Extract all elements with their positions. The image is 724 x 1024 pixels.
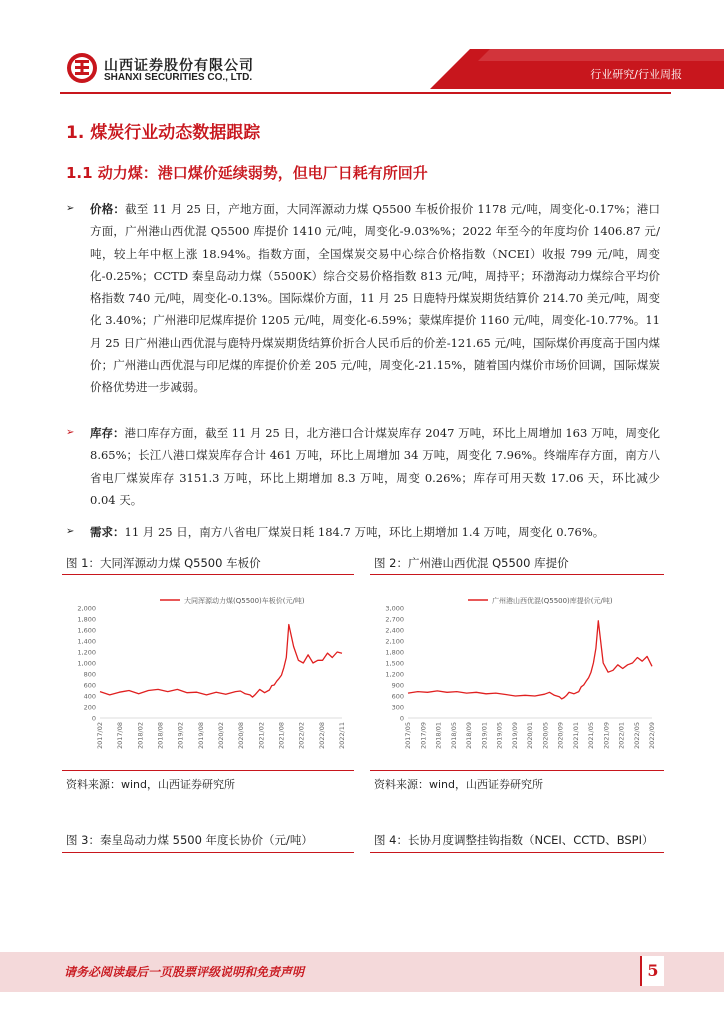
page-number: 5	[640, 956, 664, 986]
x-tick-label: 2018/09	[465, 722, 473, 750]
x-tick-label: 2019/08	[196, 722, 205, 750]
y-tick-label: 3,000	[385, 604, 404, 613]
series-line	[408, 621, 652, 699]
x-tick-label: 2017/02	[96, 722, 104, 750]
y-tick-label: 900	[391, 681, 404, 690]
header-divider	[60, 92, 671, 94]
company-name-en: SHANXI SECURITIES CO., LTD.	[104, 72, 253, 83]
x-tick-label: 2022/08	[317, 722, 326, 750]
x-tick-label: 2019/02	[176, 722, 185, 750]
x-tick-label: 2020/08	[237, 722, 246, 750]
y-tick-label: 1,200	[77, 648, 96, 657]
figure-1-source: 资料来源：wind，山西证券研究所	[66, 778, 236, 791]
bullet-label: 需求：	[90, 525, 125, 539]
figure-1-bottom-rule	[62, 770, 354, 771]
y-tick-label: 1,600	[77, 626, 96, 635]
figure-2-title: 图 2：广州港山西优混 Q5500 库提价	[374, 556, 569, 570]
y-tick-label: 1,200	[385, 670, 404, 679]
y-tick-label: 600	[391, 692, 404, 701]
company-name-cn: 山西证券股份有限公司	[104, 58, 254, 74]
legend-label: 广州港山西优混(Q5500)库提价(元/吨)	[492, 597, 613, 605]
y-tick-label: 2,000	[77, 604, 96, 613]
bullet-text: 11 月 25 日，南方八省电厂煤炭日耗 184.7 万吨，环比上期增加 1.4 万吨，周变化 0.76%。	[124, 525, 605, 539]
x-tick-label: 2022/11	[338, 722, 346, 750]
x-tick-label: 2017/05	[404, 722, 412, 750]
x-tick-label: 2021/09	[602, 722, 611, 750]
footer-disclaimer[interactable]: 请务必阅读最后一页股票评级说明和免责声明	[64, 965, 305, 979]
figure-2-bottom-rule	[370, 770, 664, 771]
figure-2-source: 资料来源：wind，山西证券研究所	[374, 778, 544, 791]
subsection-heading: 1.1 动力煤：港口煤价延续弱势，但电厂日耗有所回升	[66, 164, 428, 182]
x-tick-label: 2018/05	[449, 722, 458, 750]
figure-3-rule	[62, 852, 354, 853]
x-tick-label: 2018/08	[156, 722, 165, 750]
y-tick-label: 1,800	[77, 615, 96, 624]
x-tick-label: 2021/02	[257, 722, 266, 750]
arrow-bullet-icon: ➢	[66, 203, 75, 214]
figure-1-title: 图 1：大同浑源动力煤 Q5500 车板价	[66, 556, 261, 570]
bullet-label: 价格：	[90, 202, 126, 216]
bullet-text: 港口库存方面，截至 11 月 25 日，北方港口合计煤炭库存 2047 万吨，环比上周增加 163 万吨，周变化 8.65%；长江八港口煤炭库存合计 461 万吨，环比上周增加 34 万吨，周变化 7.96%。终端库存方面，南方八省电厂煤炭库存 3151.3 万吨，环比上期增加 8.3 万吨，周变 0.26%；库存可用天数 17.06 天，环比减少 0.04 天。	[90, 426, 661, 507]
y-tick-label: 400	[83, 692, 96, 701]
y-tick-label: 600	[83, 681, 96, 690]
y-tick-label: 0	[91, 714, 96, 723]
section-heading: 1. 煤炭行业动态数据跟踪	[66, 123, 261, 143]
x-tick-label: 2020/02	[217, 722, 225, 750]
legend-label: 大同浑源动力煤(Q5500)车板价(元/吨)	[184, 597, 305, 605]
x-tick-label: 2019/05	[495, 722, 504, 750]
figure-4-rule	[370, 852, 664, 853]
x-tick-label: 2020/01	[526, 722, 534, 750]
y-tick-label: 1,400	[77, 637, 96, 646]
figure-2-chart	[370, 578, 664, 768]
y-tick-label: 1,500	[385, 659, 404, 668]
x-tick-label: 2021/01	[571, 722, 580, 750]
x-tick-label: 2018/02	[136, 722, 145, 750]
y-tick-label: 2,400	[385, 626, 404, 635]
arrow-bullet-icon: ➢	[66, 526, 75, 537]
bullet-text: 截至 11 月 25 日，产地方面，大同浑源动力煤 Q5500 车板价报价 1178 元/吨，周变化-0.17%；港口方面，广州港山西优混 Q5500 库提价 1410 元/吨，周变化-9.03%%；2022 年至今的年度均价 1406.87 元/吨，较上年中枢上涨 18.94%。指数方面，全国煤炭交易中心综合价格指数（NCEI）收报 799 元/吨，周变化-0.25%；CCTD 秦皇岛动力煤（5500K）综合交易价格指数 813 元/吨，周持平；环渤海动力煤综合平均价格指数 740 元/吨，周变化-0.13%。国际煤价方面，11 月 25 日鹿特丹煤炭期货结算价 214.70 美元/吨，周变化 3.40%；广州港印尼煤库提价 1205 元/吨，周变化-6.59%；蒙煤库提价 1160 元/吨，周变化-10.77%。11 月 25 日广州港山西优混与鹿特丹煤炭期货结算价折合人民币后的价差-121.65 元/吨，国际煤价再度高于国内煤价；广州港山西优混与印尼煤的库提价价差 205 元/吨，周变化-21.15%，随着国内煤价市场价回调，国际煤炭价格优势进一步减弱。	[90, 202, 661, 395]
bullet-inventory	[66, 422, 660, 511]
bullet-label: 库存：	[90, 426, 125, 440]
figure-1-rule	[62, 574, 354, 575]
x-tick-label: 2022/01	[617, 722, 626, 750]
y-tick-label: 200	[83, 703, 96, 712]
x-tick-label: 2018/01	[434, 722, 443, 750]
figure-2-rule	[370, 574, 664, 575]
figure-1-chart	[62, 578, 354, 768]
x-tick-label: 2022/05	[632, 722, 641, 750]
bullet-demand	[66, 521, 660, 543]
company-logo-icon	[66, 52, 98, 84]
y-tick-label: 2,100	[385, 637, 404, 646]
y-tick-label: 2,700	[385, 615, 404, 624]
x-tick-label: 2020/05	[541, 722, 550, 750]
y-tick-label: 0	[399, 714, 404, 723]
arrow-bullet-icon: ➢	[66, 427, 75, 438]
figure-4-title: 图 4：长协月度调整挂钩指数（NCEI、CCTD、BSPI）	[374, 833, 654, 847]
x-tick-label: 2017/08	[116, 722, 125, 750]
report-type-tag: 行业研究/行业周报	[590, 68, 682, 81]
x-tick-label: 2022/02	[297, 722, 306, 750]
figure-3-title: 图 3：秦皇岛动力煤 5500 年度长协价（元/吨）	[66, 833, 313, 847]
y-tick-label: 1,800	[385, 648, 404, 657]
bullet-price	[66, 198, 660, 399]
x-tick-label: 2021/08	[277, 722, 286, 750]
x-tick-label: 2022/09	[648, 722, 656, 750]
series-line	[100, 625, 342, 698]
x-tick-label: 2017/09	[419, 722, 428, 750]
x-tick-label: 2020/09	[556, 722, 565, 750]
x-tick-label: 2019/09	[510, 722, 519, 750]
x-tick-label: 2021/05	[587, 722, 595, 750]
y-tick-label: 1,000	[77, 659, 96, 668]
y-tick-label: 300	[391, 703, 404, 712]
y-tick-label: 800	[83, 670, 96, 679]
x-tick-label: 2019/01	[480, 722, 489, 750]
